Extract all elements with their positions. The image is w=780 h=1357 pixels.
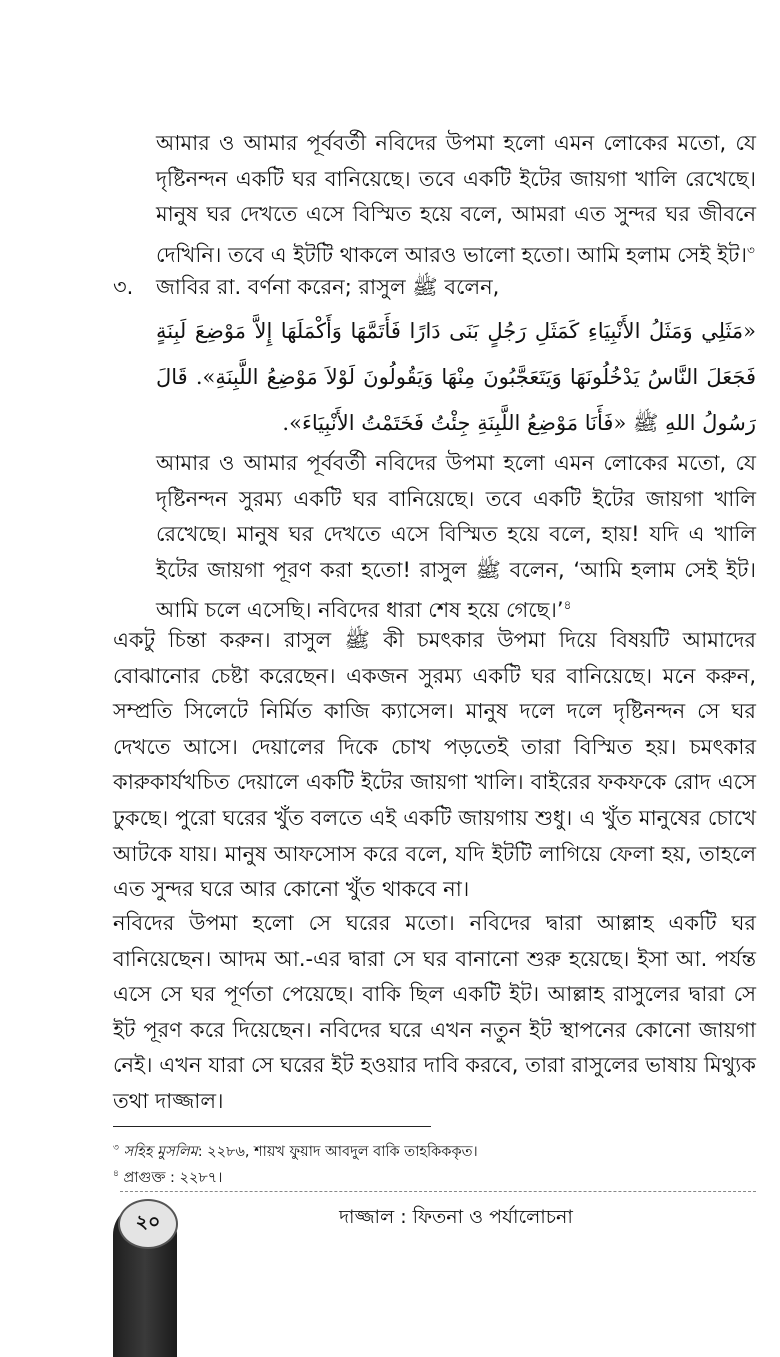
footnote-ref-3: ৩ [747,242,755,257]
running-footer-title: দাজ্জাল : ফিতনা ও পর্যালোচনা [339,1206,573,1228]
footnote-text: : ২২৮৬, শায়খ ফুয়াদ আবদুল বাকি তাহকিককৃত। [197,1143,478,1160]
page-number: ২০ [118,1199,178,1249]
footnote-3 [113,1137,756,1163]
footnote-text: প্রাগুক্ত : ২২৮৭। [123,1169,223,1186]
body-paragraph: নবিদের উপমা হলো সে ঘরের মতো। নবিদের দ্বারা আল্লাহ একটি ঘর বানিয়েছেন। আদম আ.-এর দ্বারা সে ঘর বানানো শুরু হয়েছে। ইসা আ. পর্যন্ত এসে সে ঘর পূর্ণতা পেয়েছে। বাকি ছিল একটি ইট। আল্লাহ রাসুলের দ্বারা সে ইট পূরণ করে দিয়েছেন। নবিদের ঘরে এখন নতুন ইট স্থাপনের কোনো জায়গা নেই। এখন যারা সে ঘরের ইট হওয়ার দাবি করবে, তারা রাসুলের ভাষায় মিথ্যুক তথা দাজ্জাল। [113,911,756,1113]
footnote-marker: ৩ [113,1143,119,1153]
paragraph-text: আমার ও আমার পূর্ববর্তী নবিদের উপমা হলো এমন লোকের মতো, যে দৃষ্টিনন্দন সুরম্য একটি ঘর বানিয়েছে। তবে একটি ইটের জায়গা খালি রেখেছে। মানুষ ঘর দেখতে এসে বিস্মিত হয়ে বলে, হায়! যদি এ খালি ইটের জায়গা পূরণ করা হতো! রাসুল ﷺ বলেন, ‘আমি হলাম সেই ইট। আমি চলে এসেছি। নবিদের ধারা শেষ হয়ে গেছে।’ [156,451,756,623]
footer-divider [120,1191,756,1192]
arabic-hadith-text: «مَثَلِي وَمَثَلُ الأَنْبِيَاءِ كَمَثَلِ رَجُلٍ بَنَى دَارًا فَأَتَمَّهَا وَأَكْمَلَهَا إِلاَّ مَوْضِعَ لَبِنَةٍ فَجَعَلَ النَّاسُ يَدْخُلُونَهَا وَيَتَعَجَّبُونَ مِنْهَا وَيَقُولُونَ لَوْلاَ مَوْضِعُ اللَّبِنَةِ». قَالَ رَسُولُ اللهِ ﷺ «فَأَنَا مَوْضِعُ اللَّبِنَةِ جِئْتُ فَخَتَمْتُ الأَنْبِيَاءَ». [156,319,756,435]
item-number: ৩. [113,275,134,299]
footnote-divider [113,1126,431,1127]
footnote-4 [113,1163,756,1189]
body-paragraph: একটু চিন্তা করুন। রাসুল ﷺ কী চমৎকার উপমা দিয়ে বিষয়টি আমাদের বোঝানোর চেষ্টা করেছেন। একজন সুরম্য একটি ঘর বানিয়েছে। মনে করুন, সম্প্রতি সিলেটে নির্মিত কাজি ক্যাসেল। মানুষ দলে দলে দৃষ্টিনন্দন সে ঘর দেখতে আসে। দেয়ালের দিকে চোখ পড়তেই তারা বিস্মিত হয়। চমৎকার কারুকার্যখচিত দেয়ালে একটি ইটের জায়গা খালি। বাইরের ফকফকে রোদ এসে ঢুকছে। পুরো ঘরের খুঁত বলতে এই একটি জায়গায় শুধু। এ খুঁত মানুষের চোখে আটকে যায়। মানুষ আফসোস করে বলে, যদি ইটটি লাগিয়ে ফেলা হয়, তাহলে এত সুন্দর ঘরে আর কোনো খুঁত থাকবে না। [113,628,756,902]
paragraph-text: আমার ও আমার পূর্ববর্তী নবিদের উপমা হলো এমন লোকের মতো, যে দৃষ্টিনন্দন একটি ঘর বানিয়েছে। তবে একটি ইটের জায়গা খালি রেখেছে। মানুষ ঘর দেখতে এসে বিস্মিত হয়ে বলে, আমরা এত সুন্দর ঘর জীবনে দেখিনি। তবে এ ইটটি থাকলে আরও ভালো হতো। আমি হলাম সেই ইট। [156,131,756,267]
footnote-ref-4: ৪ [563,598,572,613]
hadith-item-3 [113,270,756,306]
hadith-translation-paragraph [156,446,756,629]
source-title: সহিহ মুসলিম [123,1143,198,1160]
footnote-marker: ৪ [113,1169,119,1179]
narration-intro: জাবির রা. বর্ণনা করেন; রাসুল ﷺ বলেন, [156,275,500,299]
hadith-translation-paragraph [156,126,756,273]
